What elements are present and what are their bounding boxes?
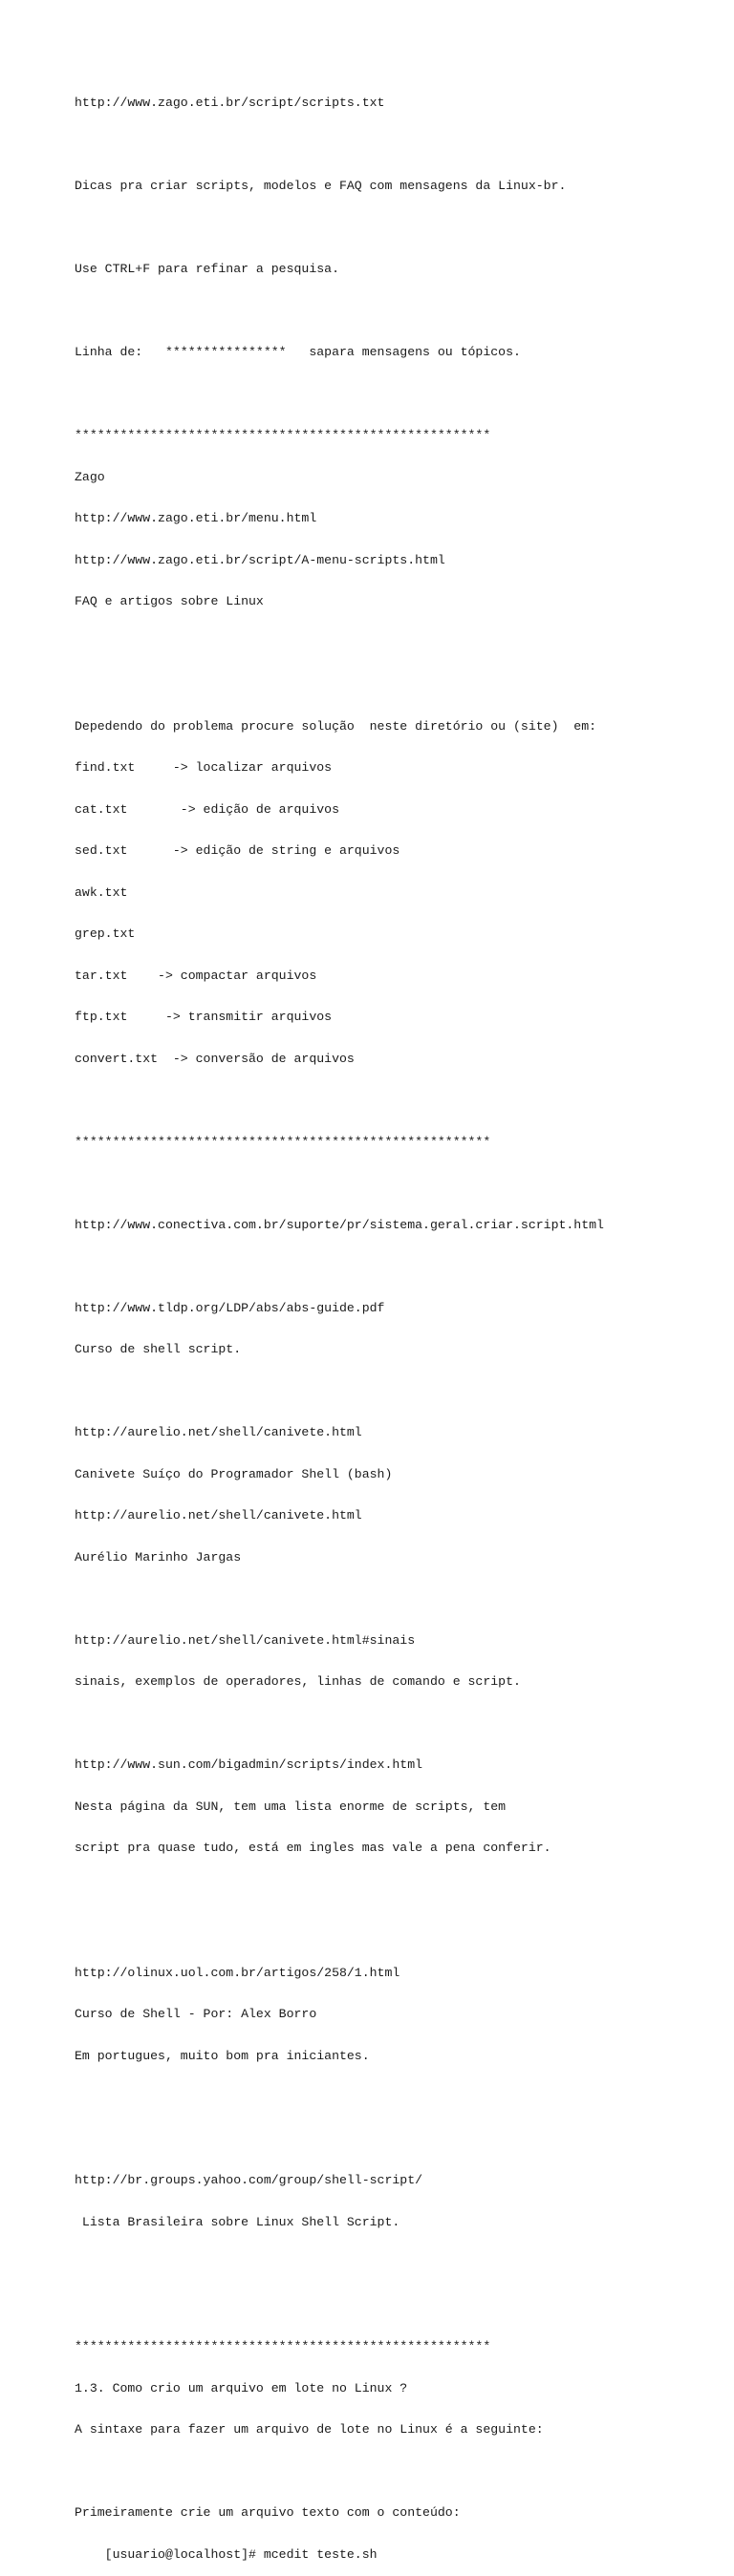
text-line: Nesta página da SUN, tem uma lista enorme de scripts, tem (75, 1799, 507, 1814)
file-list-item: tar.txt -> compactar arquivos (75, 968, 317, 983)
file-list-item: find.txt -> localizar arquivos (75, 760, 333, 775)
blank-line (75, 2465, 724, 2480)
separator-line: ******************************************************* (75, 1134, 491, 1149)
text-line: Em portugues, muito bom pra iniciantes. (75, 2048, 370, 2063)
url-line: http://www.tldp.org/LDP/abs/abs-guide.pdf (75, 1300, 385, 1315)
source-url-line: http://www.zago.eti.br/script/scripts.txt (75, 96, 385, 110)
file-list-item: convert.txt -> conversão de arquivos (75, 1051, 355, 1066)
author-line: Zago (75, 469, 105, 484)
file-list-item: cat.txt -> edição de arquivos (75, 801, 339, 817)
text-line: Primeiramente crie um arquivo texto com o conteúdo: (75, 2505, 461, 2520)
separator-line: ******************************************************* (75, 428, 491, 442)
text-line: Curso de shell script. (75, 1342, 242, 1356)
blank-line (75, 222, 724, 236)
blank-line (75, 2257, 724, 2271)
blank-line (75, 678, 724, 692)
file-list-item: awk.txt (75, 884, 128, 900)
file-list-item: ftp.txt -> transmitir arquivos (75, 1010, 333, 1024)
blank-line (75, 637, 724, 651)
text-line: script pra quase tudo, está em ingles mas vale a pena conferir. (75, 1841, 551, 1855)
blank-line (75, 1884, 724, 1898)
url-line: http://aurelio.net/shell/canivete.html (75, 1425, 362, 1439)
blank-line (75, 2133, 724, 2147)
text-line: Depedendo do problema procure solução neste diretório ou (site) em: (75, 718, 597, 734)
text-line: sinais, exemplos de operadores, linhas de comando e script. (75, 1674, 521, 1689)
blank-line (75, 305, 724, 319)
text-line: Lista Brasileira sobre Linux Shell Script. (75, 2214, 400, 2229)
document-body (75, 69, 724, 2576)
section-heading: 1.3. Como crio um arquivo em lote no Linux ? (75, 2380, 408, 2395)
blank-line (75, 2299, 724, 2313)
search-tip-line: Use CTRL+F para refinar a pesquisa. (75, 262, 339, 276)
text-line: FAQ e artigos sobre Linux (75, 594, 264, 608)
url-line: http://www.zago.eti.br/menu.html (75, 511, 317, 525)
blank-line (75, 2091, 724, 2105)
blank-line (75, 1385, 724, 1399)
blank-line (75, 388, 724, 402)
file-list-item: grep.txt (75, 926, 136, 941)
url-line: http://aurelio.net/shell/canivete.html (75, 1508, 362, 1522)
url-line: http://www.zago.eti.br/script/A-menu-scripts.html (75, 552, 445, 567)
url-line: http://www.conectiva.com.br/suporte/pr/sistema.geral.criar.script.html (75, 1217, 604, 1232)
intro-line: Dicas pra criar scripts, modelos e FAQ com mensagens da Linux-br. (75, 179, 567, 193)
blank-line (75, 1717, 724, 1732)
blank-line (75, 138, 724, 153)
text-line: A sintaxe para fazer um arquivo de lote no Linux é a seguinte: (75, 2422, 544, 2437)
blank-line (75, 1177, 724, 1191)
blank-line (75, 1260, 724, 1274)
url-line: http://br.groups.yahoo.com/group/shell-script/ (75, 2173, 423, 2187)
blank-line (75, 1925, 724, 1939)
text-line: Curso de Shell - Por: Alex Borro (75, 2007, 317, 2021)
separator-note-line: Linha de: **************** sapara mensagens ou tópicos. (75, 345, 521, 359)
blank-line (75, 1592, 724, 1607)
text-line: Aurélio Marinho Jargas (75, 1549, 242, 1565)
separator-line: ******************************************************* (75, 2339, 491, 2353)
command-line: [usuario@localhost]# mcedit teste.sh (75, 2546, 378, 2562)
url-line: http://www.sun.com/bigadmin/scripts/index.html (75, 1757, 423, 1772)
url-line: http://aurelio.net/shell/canivete.html#sinais (75, 1632, 416, 1648)
blank-line (75, 1094, 724, 1108)
text-line: Canivete Suíço do Programador Shell (bash) (75, 1466, 393, 1481)
file-list-item: sed.txt -> edição de string e arquivos (75, 843, 400, 858)
url-line: http://olinux.uol.com.br/artigos/258/1.html (75, 1965, 400, 1980)
